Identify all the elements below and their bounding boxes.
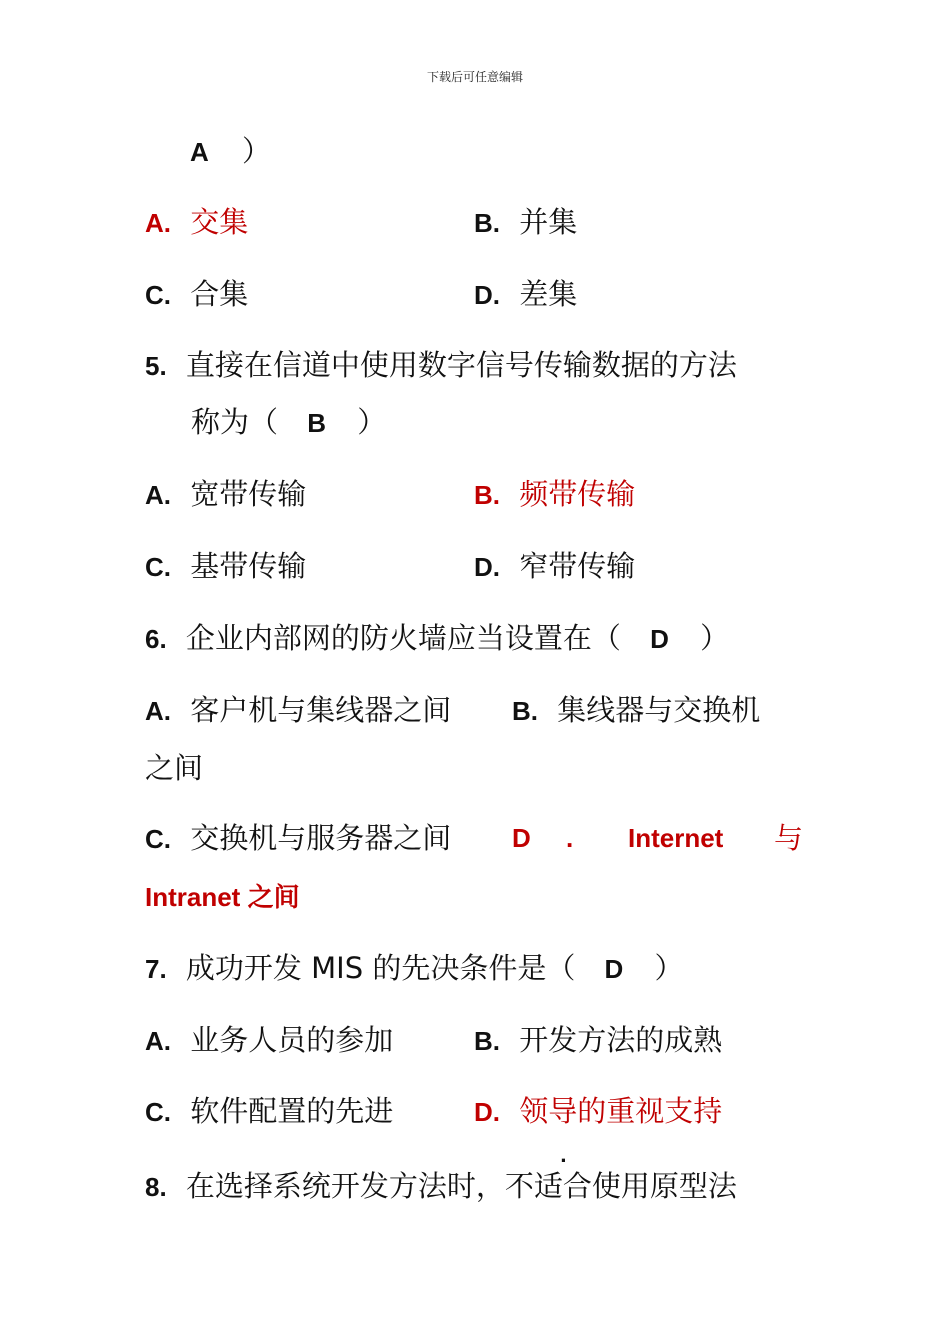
page-mark: . bbox=[560, 1146, 567, 1167]
question-number: 6. bbox=[145, 624, 167, 654]
q5-option-a: A. 宽带传输 bbox=[145, 477, 307, 511]
q6-option-d-yu: 与 bbox=[774, 821, 804, 855]
q6-option-d-dot: . bbox=[566, 823, 574, 853]
question-text: 直接在信道中使用数字信号传输数据的方法 bbox=[185, 348, 737, 382]
q5-option-d: D. 窄带传输 bbox=[474, 549, 636, 583]
question-text: 在选择系统开发方法时，不适合使用原型法 bbox=[185, 1169, 737, 1203]
q6-option-b: B. 集线器与交换机 bbox=[512, 693, 761, 727]
answer-letter: A bbox=[190, 137, 209, 167]
q7-option-b: B. 开发方法的成熟 bbox=[474, 1023, 723, 1057]
question-7: 7. 成功开发 MIS 的先决条件是（ D ） bbox=[145, 951, 684, 985]
question-4-tail bbox=[190, 133, 271, 170]
question-number: 5. bbox=[145, 351, 167, 381]
question-text: 成功开发 MIS 的先决条件是（ bbox=[185, 951, 576, 985]
question-number: 7. bbox=[145, 954, 167, 984]
answer-letter: D bbox=[604, 954, 624, 984]
question-text: 企业内部网的防火墙应当设置在（ bbox=[185, 621, 621, 655]
page-header: 下载后可任意编辑 bbox=[426, 70, 523, 84]
q6-option-c: C. 交换机与服务器之间 bbox=[145, 821, 452, 855]
q5-option-b: B. 频带传输 bbox=[474, 477, 636, 511]
q5-option-c: C. 基带传输 bbox=[145, 549, 307, 583]
answer-letter: B bbox=[307, 408, 327, 438]
question-5-line2: 称为（ B ） bbox=[191, 405, 387, 439]
question-8 bbox=[145, 1168, 737, 1205]
q6-option-d-continued: Intranet 之间 bbox=[145, 882, 300, 912]
q4-option-c: C. 合集 bbox=[145, 277, 249, 311]
q4-option-b: B. 并集 bbox=[474, 205, 578, 239]
q7-option-d: D. 领导的重视支持 bbox=[474, 1094, 723, 1128]
q6-option-d-word: Internet bbox=[628, 823, 724, 853]
close-paren: ） bbox=[242, 134, 272, 168]
answer-letter: D bbox=[650, 624, 669, 654]
question-5 bbox=[145, 347, 737, 384]
q6-option-d-letter: D bbox=[512, 823, 531, 853]
q6-option-b-continued: 之间 bbox=[145, 751, 204, 785]
question-6: 6. 企业内部网的防火墙应当设置在（ D ） bbox=[145, 621, 730, 655]
q4-option-d: D. 差集 bbox=[474, 277, 578, 311]
q4-option-a: A. 交集 bbox=[145, 205, 249, 239]
q6-option-a: A. 客户机与集线器之间 bbox=[145, 693, 452, 727]
q7-option-a: A. 业务人员的参加 bbox=[145, 1023, 394, 1057]
question-number: 8. bbox=[145, 1172, 167, 1202]
q7-option-c: C. 软件配置的先进 bbox=[145, 1094, 394, 1128]
